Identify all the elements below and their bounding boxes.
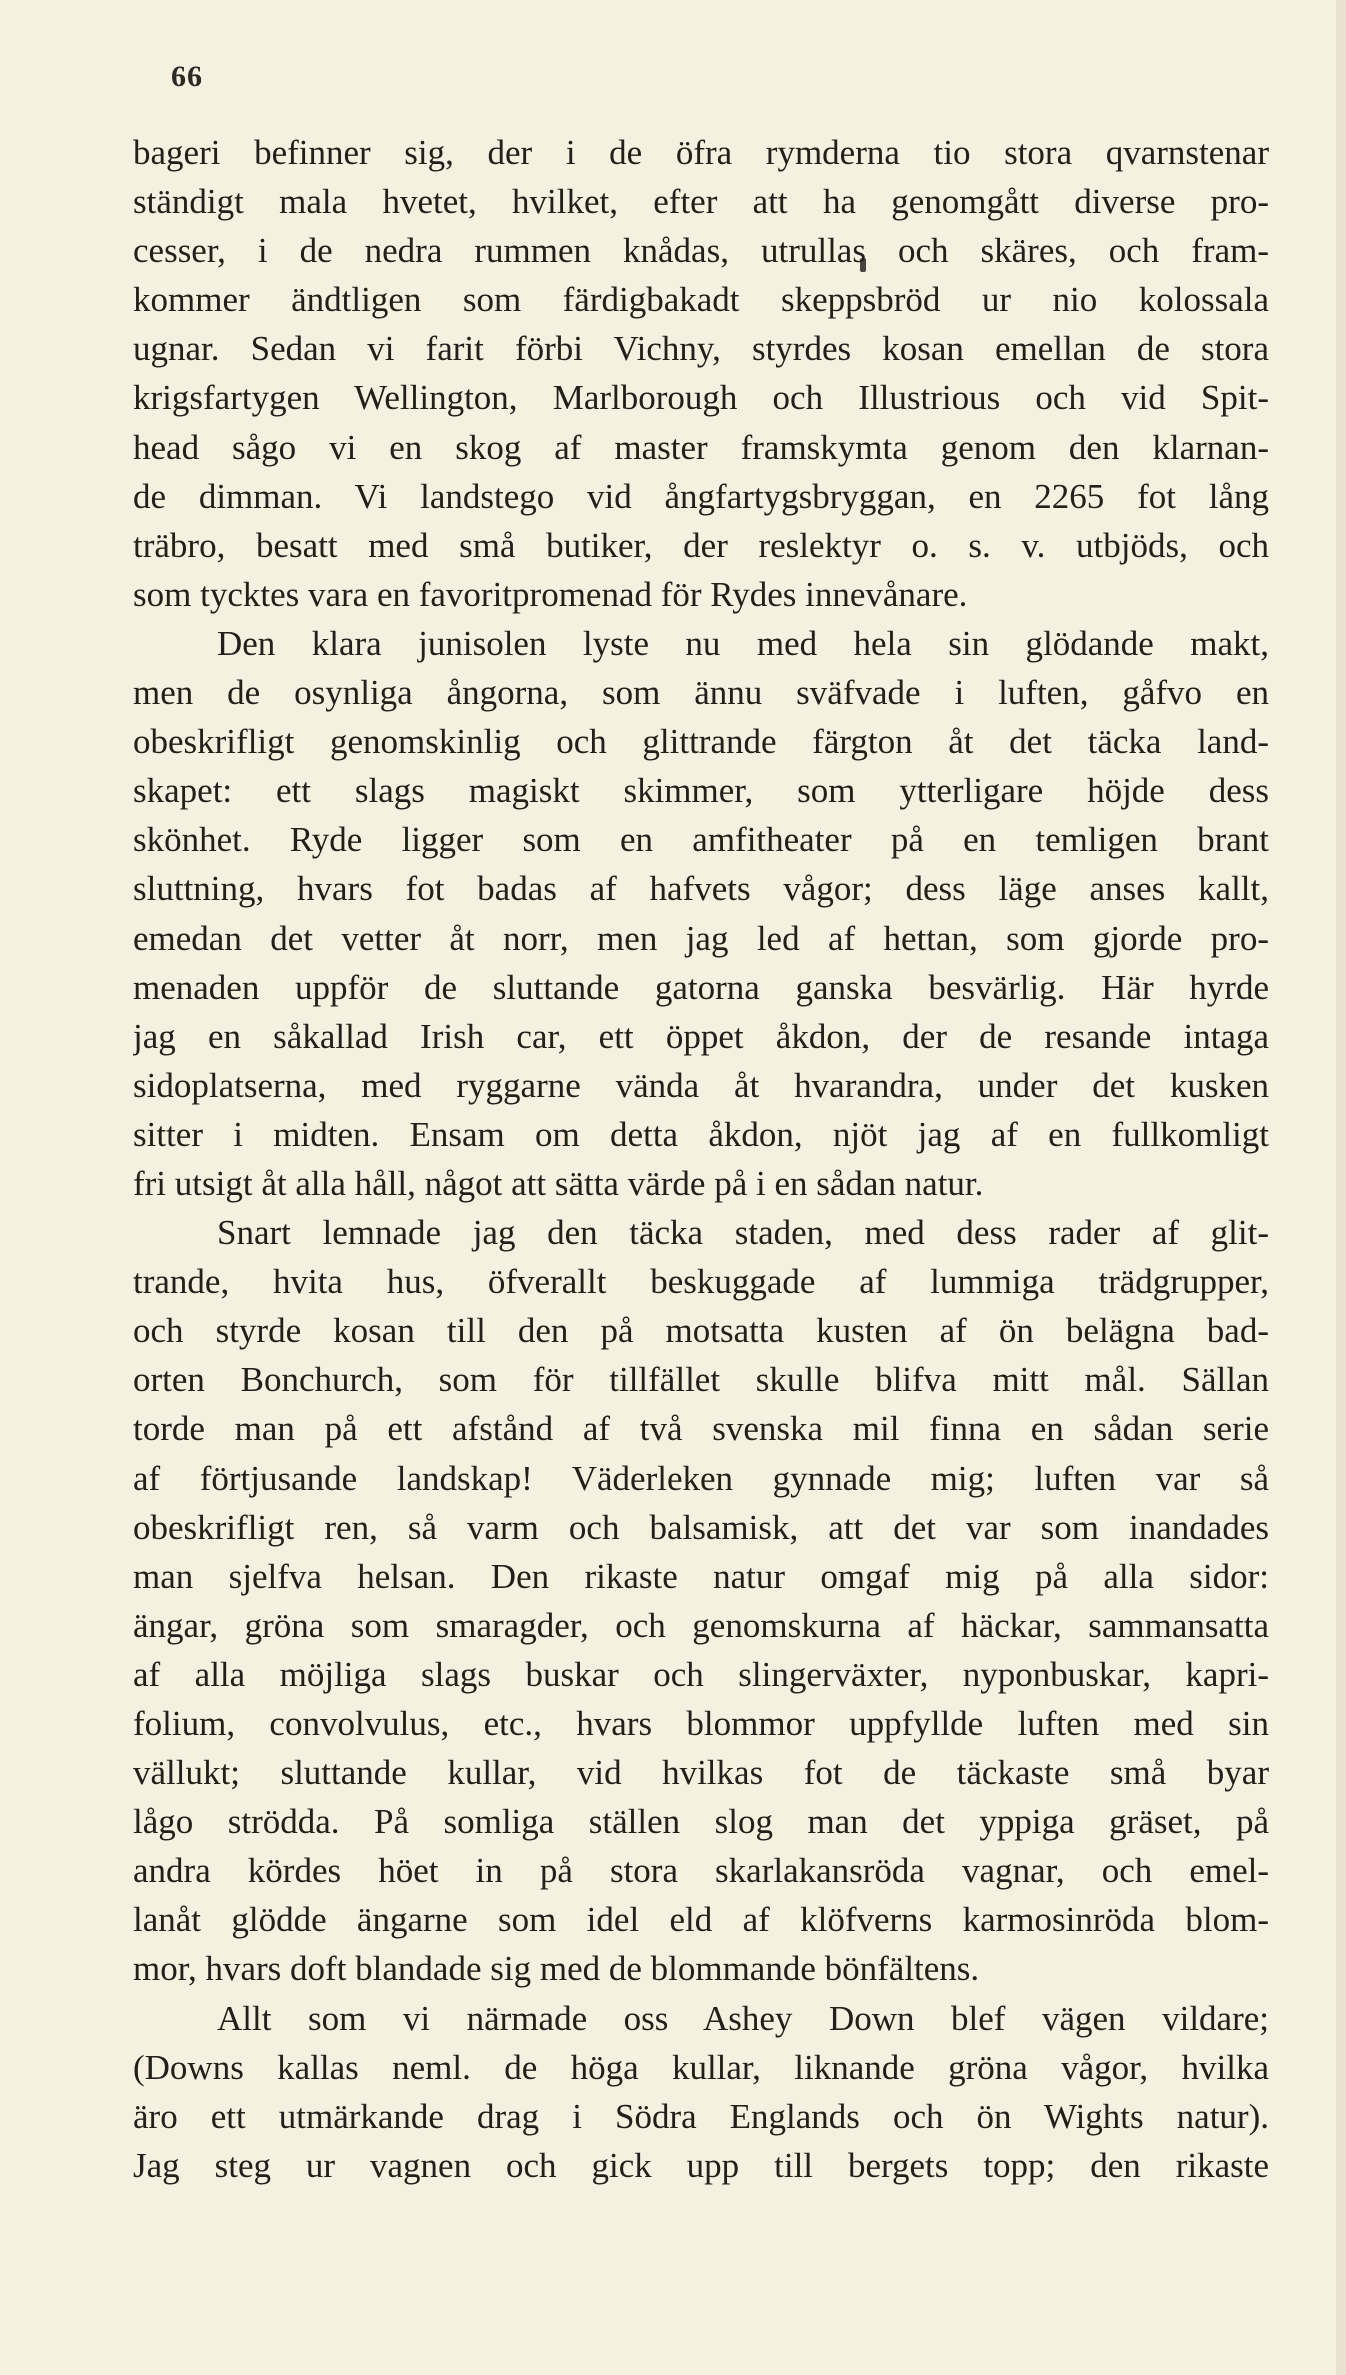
text-line: äro ett utmärkande drag i Södra Englands och ön Wights natur). [133, 2096, 1269, 2136]
text-line: bageri befinner sig, der i de öfra rymderna tio stora qvarnstenar [133, 133, 1269, 172]
text-line: sidoplatserna, med ryggarne vända åt hvarandra, under det kusken [133, 1065, 1269, 1105]
text-line: ängar, gröna som smaragder, och genomskurna af häckar, sammansatta [133, 1605, 1269, 1645]
text-line: ständigt mala hvetet, hvilket, efter att ha genomgått diverse pro- [133, 182, 1269, 222]
text-line: kommer ändtligen som färdigbakadt skeppsbröd ur nio kolossala [133, 280, 1269, 320]
text-line: och styrde kosan till den på motsatta kusten af ön belägna bad- [133, 1311, 1269, 1351]
text-line: som tycktes vara en favoritpromenad för Rydes innevånare. [133, 574, 968, 614]
text-line: jag en såkallad Irish car, ett öppet åkdon, der de resande intaga [133, 1016, 1269, 1056]
text-line: krigsfartygen Wellington, Marlborough och Illustrious och vid Spit- [133, 378, 1269, 418]
text-line: man sjelfva helsan. Den rikaste natur omgaf mig på alla sidor: [133, 1556, 1269, 1596]
text-line: Den klara junisolen lyste nu med hela sin glödande makt, [217, 623, 1269, 663]
text-line: fri utsigt åt alla håll, något att sätta värde på i en sådan natur. [133, 1163, 984, 1203]
text-line: head sågo vi en skog af master framskymta genom den klarnan- [133, 427, 1269, 467]
text-line: menaden uppför de sluttande gatorna ganska besvärlig. Här hyrde [133, 967, 1269, 1007]
text-line: cesser, i de nedra rummen knådas, utrullas och skäres, och fram- [133, 231, 1269, 271]
text-line: torde man på ett afstånd af två svenska mil finna en sådan serie [133, 1409, 1269, 1449]
text-line: sitter i midten. Ensam om detta åkdon, njöt jag af en fullkomligt [133, 1114, 1269, 1154]
text-line: trande, hvita hus, öfverallt beskuggade af lummiga trädgrupper, [133, 1262, 1269, 1302]
text-line: (Downs kallas neml. de höga kullar, liknande gröna vågor, hvilka [133, 2047, 1269, 2087]
text-line: men de osynliga ångorna, som ännu sväfvade i luften, gåfvo en [133, 673, 1269, 713]
text-line: Snart lemnade jag den täcka staden, med dess rader af glit- [217, 1213, 1269, 1253]
text-line: af alla möjliga slags buskar och slingerväxter, nyponbuskar, kapri- [133, 1654, 1269, 1694]
text-line: vällukt; sluttande kullar, vid hvilkas fot de täckaste små byar [133, 1753, 1269, 1793]
text-line: Allt som vi närmade oss Ashey Down blef vägen vildare; [217, 1998, 1269, 2038]
text-line: skönhet. Ryde ligger som en amfitheater på en temligen brant [133, 820, 1269, 860]
text-line: de dimman. Vi landstego vid ångfartygsbryggan, en 2265 fot lång [133, 476, 1269, 516]
text-line: andra kördes höet in på stora skarlakansröda vagnar, och emel- [133, 1851, 1269, 1891]
text-line: lanåt glödde ängarne som idel eld af klöfverns karmosinröda blom- [133, 1900, 1269, 1940]
text-line: lågo strödda. På somliga ställen slog man det yppiga gräset, på [133, 1802, 1269, 1842]
body-text [133, 128, 1269, 2190]
text-line: orten Bonchurch, som för tillfället skulle blifva mitt mål. Sällan [133, 1360, 1269, 1400]
text-line: emedan det vetter åt norr, men jag led af hettan, som gjorde pro- [133, 918, 1269, 958]
text-line: ugnar. Sedan vi farit förbi Vichny, styrdes kosan emellan de stora [133, 329, 1269, 369]
text-line: skapet: ett slags magiskt skimmer, som ytterligare höjde dess [133, 771, 1269, 811]
text-line: träbro, besatt med små butiker, der reslektyr o. s. v. utbjöds, och [133, 525, 1269, 565]
text-line: obeskrifligt genomskinlig och glittrande färgton åt det täcka land- [133, 722, 1269, 762]
page-number: 66 [171, 60, 203, 93]
text-line: mor, hvars doft blandade sig med de blommande bönfältens. [133, 1949, 980, 1989]
text-line: obeskrifligt ren, så varm och balsamisk, att det var som inandades [133, 1507, 1269, 1547]
text-line: Jag steg ur vagnen och gick upp till bergets topp; den rikaste [133, 2145, 1269, 2185]
text-line: folium, convolvulus, etc., hvars blommor uppfyllde luften med sin [133, 1704, 1269, 1743]
text-line: af förtjusande landskap! Väderleken gynnade mig; luften var så [133, 1458, 1269, 1498]
text-line: sluttning, hvars fot badas af hafvets vågor; dess läge anses kallt, [133, 869, 1269, 909]
